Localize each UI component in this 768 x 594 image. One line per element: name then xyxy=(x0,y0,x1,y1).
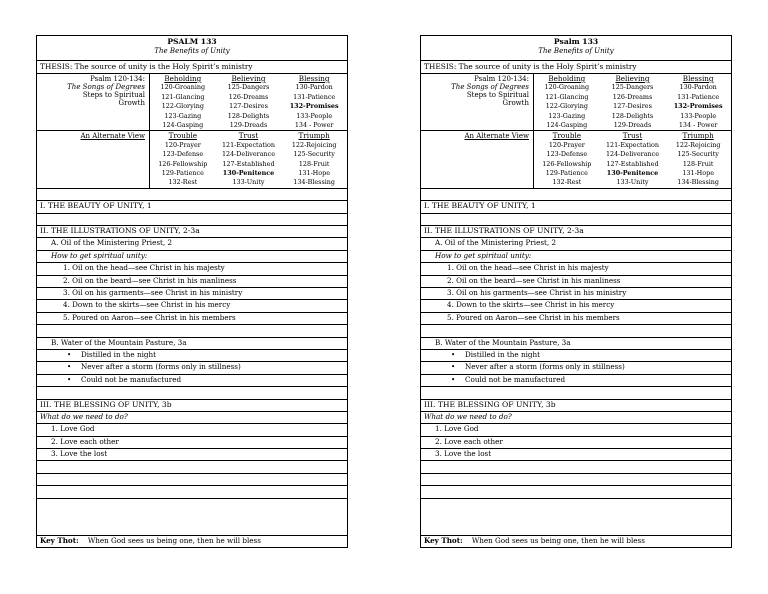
psalm-item: 133-People xyxy=(680,111,717,120)
psalm-item: 132-Rest xyxy=(552,178,582,187)
psalm-item: 124-Deliverance xyxy=(221,150,276,159)
blank-row xyxy=(421,498,731,510)
column-top xyxy=(281,74,347,130)
psalm-item: 123-Defense xyxy=(546,150,588,159)
outline-row: What do we need to do? xyxy=(37,411,347,423)
psalm-item: 122-Rejoicing xyxy=(291,140,337,149)
intro-line: Steps to Spiritual xyxy=(466,91,529,100)
outline-sheet-left xyxy=(36,35,348,548)
sheet-title: PSALM 133 xyxy=(167,37,217,46)
psalm-item: 124-Gasping xyxy=(546,121,588,130)
outline-row: 4. Down to the skirts—see Christ in his mercy xyxy=(421,299,731,311)
intro-line: Psalm 120-134: xyxy=(90,75,145,83)
outline-text: Distilled in the night xyxy=(465,349,540,359)
psalm-item: 129-Patience xyxy=(161,169,204,178)
outline-row: 5. Poured on Aaron—see Christ in his members xyxy=(421,312,731,324)
psalm-item: 129-Dreads xyxy=(613,121,652,130)
sheet-subtitle: The Benefits of Unity xyxy=(538,46,614,55)
intro-line: The Songs of Degrees xyxy=(451,83,529,92)
sheet-header xyxy=(421,36,731,60)
psalm-item: 126-Dreams xyxy=(228,92,269,101)
outline-row: 2. Love each other xyxy=(37,436,347,448)
outline-row: III. THE BLESSING OF UNITY, 3b xyxy=(37,399,347,411)
psalm-item: 121-Glancing xyxy=(545,92,589,101)
psalm-item: 131-Patience xyxy=(677,92,720,101)
alt-view-label: An Alternate View xyxy=(464,132,529,141)
psalm-item: 127-Established xyxy=(222,159,275,168)
psalm-item: 134 - Power xyxy=(678,121,718,130)
bullet-icon: • xyxy=(67,374,72,384)
psalm-item: 126-Fellowship xyxy=(542,159,592,168)
blank-row xyxy=(421,324,731,336)
intro-line: Growth xyxy=(118,99,145,108)
intro-line: Psalm 120-134: xyxy=(474,75,529,83)
outline-row: 1. Love God xyxy=(37,423,347,435)
column-bottom xyxy=(281,130,347,187)
column-top xyxy=(665,74,731,130)
outline-sheet-right xyxy=(420,35,732,548)
blank-row xyxy=(421,460,731,472)
column-top xyxy=(150,74,216,130)
blank-row xyxy=(421,188,731,200)
intro-line: Growth xyxy=(502,99,529,108)
outline-text: Could not be manufactured xyxy=(81,374,182,384)
psalm-item: 125-Security xyxy=(677,150,719,159)
blank-row xyxy=(421,485,731,497)
psalm-item: 120-Prayer xyxy=(164,140,201,149)
alt-view-cell xyxy=(421,130,534,187)
psalm-item: 122-Glorying xyxy=(545,102,588,111)
psalm-item: 127-Desires xyxy=(229,102,268,111)
column-heading: Triumph xyxy=(298,131,330,141)
column-heading: Blessing xyxy=(298,74,330,83)
column-heading: Trust xyxy=(238,131,259,141)
psalm-item: 134 - Power xyxy=(294,121,334,130)
psalm-item: 128-Fruit xyxy=(682,159,714,168)
column-top xyxy=(534,74,600,130)
outline-row: 3. Oil on his garments—see Christ in his ministry xyxy=(421,287,731,299)
outline-text: Distilled in the night xyxy=(81,349,156,359)
key-thought-row xyxy=(37,535,347,547)
outline-row xyxy=(37,374,347,386)
outline-row: What do we need to do? xyxy=(421,411,731,423)
psalm-item: 133-Unity xyxy=(232,178,265,187)
songs-of-degrees-grid xyxy=(421,73,731,188)
outline-row: 2. Oil on the beard—see Christ in his manliness xyxy=(421,275,731,287)
outline-row: 3. Love the lost xyxy=(37,448,347,460)
column-bottom xyxy=(216,130,282,187)
column-bottom xyxy=(534,130,600,187)
sheet-header xyxy=(37,36,347,60)
outline-row: II. THE ILLUSTRATIONS OF UNITY, 2-3a xyxy=(37,225,347,237)
outline-row: I. THE BEAUTY OF UNITY, 1 xyxy=(421,200,731,212)
outline-row: A. Oil of the Ministering Priest, 2 xyxy=(421,237,731,249)
outline-row: B. Water of the Mountain Pasture, 3a xyxy=(37,337,347,349)
psalm-item: 130-Penitence xyxy=(222,169,275,178)
outline-row: 4. Down to the skirts—see Christ in his mercy xyxy=(37,299,347,311)
psalm-item: 129-Patience xyxy=(545,169,588,178)
blank-row xyxy=(37,386,347,398)
outline-row: B. Water of the Mountain Pasture, 3a xyxy=(421,337,731,349)
psalm-item: 123-Gazing xyxy=(548,111,586,120)
psalm-item: 123-Defense xyxy=(162,150,204,159)
bullet-icon: • xyxy=(67,349,72,359)
psalm-item: 122-Glorying xyxy=(161,102,204,111)
psalm-item: 121-Expectation xyxy=(221,140,276,149)
outline-row xyxy=(421,349,731,361)
outline-row xyxy=(421,374,731,386)
column-bottom xyxy=(600,130,666,187)
psalm-item: 131-Patience xyxy=(293,92,336,101)
alt-view-cell xyxy=(37,130,150,187)
outline-row: 1. Oil on the head—see Christ in his majesty xyxy=(421,262,731,274)
outline-row xyxy=(421,361,731,373)
column-heading: Beholding xyxy=(548,74,586,83)
column-heading: Beholding xyxy=(164,74,202,83)
blank-row xyxy=(421,386,731,398)
psalm-item: 125-Security xyxy=(293,150,335,159)
intro-line: Steps to Spiritual xyxy=(82,91,145,100)
outline-row: 5. Poured on Aaron—see Christ in his members xyxy=(37,312,347,324)
psalm-item: 128-Delights xyxy=(227,111,270,120)
blank-row xyxy=(37,485,347,497)
intro-line: The Songs of Degrees xyxy=(67,83,145,92)
intro-cell xyxy=(421,74,534,130)
outline-row: 3. Love the lost xyxy=(421,448,731,460)
column-heading: Blessing xyxy=(682,74,714,83)
key-thought-row xyxy=(421,535,731,547)
alt-view-label: An Alternate View xyxy=(80,132,145,141)
column-bottom xyxy=(665,130,731,187)
psalm-item: 129-Dreads xyxy=(229,121,268,130)
psalm-item: 130-Penitence xyxy=(606,169,659,178)
psalm-item: 120-Groaning xyxy=(544,83,590,92)
psalm-item: 122-Rejoicing xyxy=(675,140,721,149)
blank-row xyxy=(37,473,347,485)
outline-text: Could not be manufactured xyxy=(465,374,566,384)
blank-row xyxy=(37,213,347,225)
bullet-icon: • xyxy=(451,374,456,384)
outline-text: Never after a storm (forms only in stillness) xyxy=(81,362,241,372)
blank-row xyxy=(421,213,731,225)
outline-row: 3. Oil on his garments—see Christ in his ministry xyxy=(37,287,347,299)
psalm-item: 124-Deliverance xyxy=(605,150,660,159)
blank-row xyxy=(37,498,347,510)
thesis-line: THESIS: The source of unity is the Holy Spirit’s ministry xyxy=(421,60,731,73)
psalm-item: 134-Blessing xyxy=(293,178,335,187)
blank-row xyxy=(37,324,347,336)
psalm-item: 130-Pardon xyxy=(679,83,717,92)
outline-row: 2. Oil on the beard—see Christ in his manliness xyxy=(37,275,347,287)
outline-row: 1. Oil on the head—see Christ in his majesty xyxy=(37,262,347,274)
column-heading: Trust xyxy=(622,131,643,141)
psalm-item: 128-Delights xyxy=(611,111,654,120)
key-thought-label: Key Thot: xyxy=(40,535,79,545)
key-thought-text: When God sees us being one, then he will bless xyxy=(471,535,645,545)
psalm-item: 123-Gazing xyxy=(164,111,202,120)
psalm-item: 127-Established xyxy=(606,159,659,168)
psalm-item: 125-Dangers xyxy=(227,83,270,92)
outline-row: II. THE ILLUSTRATIONS OF UNITY, 2-3a xyxy=(421,225,731,237)
psalm-item: 131-Hope xyxy=(682,169,714,178)
psalm-item: 120-Groaning xyxy=(160,83,206,92)
outline-row xyxy=(37,349,347,361)
psalm-item: 121-Glancing xyxy=(161,92,205,101)
outline-text: Never after a storm (forms only in stillness) xyxy=(465,362,625,372)
psalm-item: 132-Rest xyxy=(168,178,198,187)
column-heading: Trouble xyxy=(552,131,581,141)
outline-row: How to get spiritual unity: xyxy=(37,250,347,262)
psalm-item: 132-Promises xyxy=(673,102,723,111)
psalm-item: 120-Prayer xyxy=(548,140,585,149)
psalm-item: 132-Promises xyxy=(289,102,339,111)
sheet-subtitle: The Benefits of Unity xyxy=(154,46,230,55)
key-thought-label: Key Thot: xyxy=(424,535,463,545)
psalm-item: 131-Hope xyxy=(298,169,330,178)
intro-cell xyxy=(37,74,150,130)
column-top xyxy=(216,74,282,130)
sheet-title: Psalm 133 xyxy=(553,37,599,46)
column-bottom xyxy=(150,130,216,187)
blank-row xyxy=(421,473,731,485)
bullet-icon: • xyxy=(451,349,456,359)
column-heading: Trouble xyxy=(168,131,197,141)
blank-row xyxy=(37,188,347,200)
key-thought-text: When God sees us being one, then he will bless xyxy=(87,535,261,545)
bullet-icon: • xyxy=(67,362,72,372)
column-heading: Believing xyxy=(231,74,266,83)
outline-row: I. THE BEAUTY OF UNITY, 1 xyxy=(37,200,347,212)
outline-row: A. Oil of the Ministering Priest, 2 xyxy=(37,237,347,249)
thesis-line: THESIS: The source of unity is the Holy Spirit’s ministry xyxy=(37,60,347,73)
psalm-item: 133-Unity xyxy=(616,178,649,187)
column-heading: Triumph xyxy=(682,131,714,141)
outline-row: 1. Love God xyxy=(421,423,731,435)
psalm-item: 128-Fruit xyxy=(298,159,330,168)
songs-of-degrees-grid xyxy=(37,73,347,188)
psalm-item: 126-Fellowship xyxy=(158,159,208,168)
column-heading: Believing xyxy=(615,74,650,83)
blank-row xyxy=(37,460,347,472)
outline-row: III. THE BLESSING OF UNITY, 3b xyxy=(421,399,731,411)
psalm-item: 134-Blessing xyxy=(677,178,719,187)
psalm-item: 124-Gasping xyxy=(162,121,204,130)
psalm-item: 121-Expectation xyxy=(605,140,660,149)
outline-row: How to get spiritual unity: xyxy=(421,250,731,262)
outline-row xyxy=(37,361,347,373)
column-top xyxy=(600,74,666,130)
psalm-item: 133-People xyxy=(296,111,333,120)
outline-row: 2. Love each other xyxy=(421,436,731,448)
psalm-item: 127-Desires xyxy=(613,102,652,111)
psalm-item: 125-Dangers xyxy=(611,83,654,92)
psalm-item: 130-Pardon xyxy=(295,83,333,92)
bullet-icon: • xyxy=(451,362,456,372)
psalm-item: 126-Dreams xyxy=(612,92,653,101)
